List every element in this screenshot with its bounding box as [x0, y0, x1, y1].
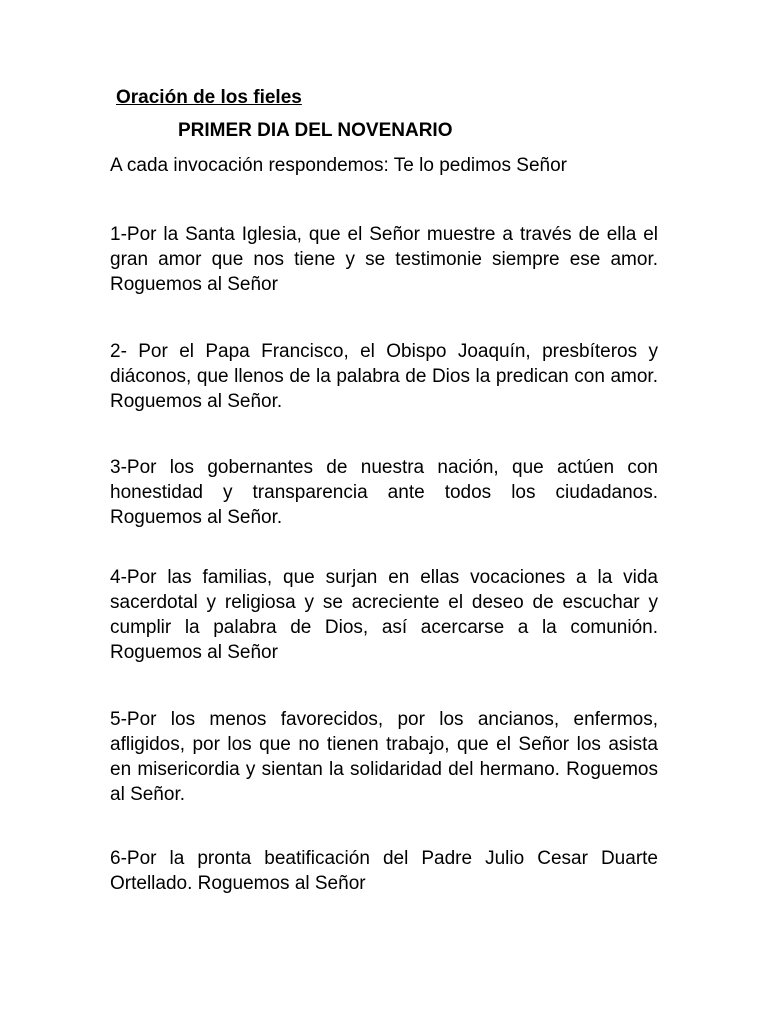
petition-2: 2- Por el Papa Francisco, el Obispo Joaquín, presbíteros y diáconos, que llenos de la palabra de Dios la predican con amor. Roguemos al Señor.: [110, 341, 658, 412]
petition-1: 1-Por la Santa Iglesia, que el Señor muestre a través de ella el gran amor que nos tiene y se testimonie siempre ese amor. Roguemos al Señor: [110, 224, 658, 295]
petition-4: 4-Por las familias, que surjan en ellas vocaciones a la vida sacerdotal y religiosa y se acreciente el deseo de escuchar y cumplir la palabra de Dios, así acercarse a la comunión. Roguemos al Señor: [110, 567, 658, 663]
response-instruction: A cada invocación respondemos: Te lo pedimos Señor: [110, 155, 567, 176]
document-title: Oración de los fieles: [116, 87, 302, 108]
petition-3: 3-Por los gobernantes de nuestra nación, que actúen con honestidad y transparencia ante todos los ciudadanos. Roguemos al Señor.: [110, 457, 658, 528]
document-subtitle: PRIMER DIA DEL NOVENARIO: [178, 120, 453, 141]
petition-6: 6-Por la pronta beatificación del Padre Julio Cesar Duarte Ortellado. Roguemos al Señor: [110, 848, 658, 894]
petition-5: 5-Por los menos favorecidos, por los ancianos, enfermos, afligidos, por los que no tienen trabajo, que el Señor los asista en misericordia y sientan la solidaridad del hermano. Roguemos al Señor.: [110, 709, 658, 805]
